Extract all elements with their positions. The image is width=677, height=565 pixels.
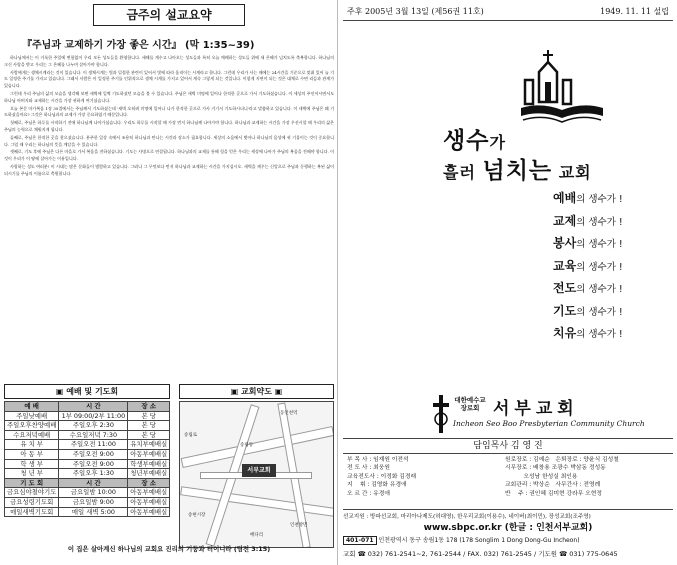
list-item-text: 의 생수가 !	[576, 216, 623, 228]
table-cell: 1부 09:00/2부 11:00	[59, 411, 128, 421]
col-header: 시 간	[59, 402, 128, 412]
table-cell: 본 당	[128, 411, 170, 421]
church-map	[179, 384, 334, 548]
list-item	[553, 188, 623, 211]
list-item	[553, 323, 623, 346]
staff-left-column	[347, 456, 497, 498]
footer-verse: 이 집은 살아계신 하나님의 교회요 진리의 기둥과 터이니라 (딤전 3:15)	[67, 545, 271, 553]
map-image	[179, 401, 334, 548]
staff-line: 원로장로 : 김예순 은퇴장로 : 양윤식 김성철	[505, 457, 619, 463]
table-row	[5, 430, 170, 440]
table-cell: 본 당	[128, 421, 170, 431]
table-cell: 아동부예배실	[128, 507, 170, 517]
table-cell: 청 년 부	[5, 469, 59, 479]
list-item-text: 의 생수가 !	[576, 239, 623, 250]
staff-list	[343, 456, 673, 508]
table-cell: 주일오후 1:30	[59, 469, 128, 479]
table-row	[5, 449, 170, 459]
denomination-name: 대한예수교 장로회	[454, 396, 486, 412]
map-label: 배다리	[250, 533, 264, 538]
left-page	[4, 4, 334, 560]
zip-code: 401-071	[343, 536, 377, 545]
website-link[interactable]: www.sbpc.or.kr (한글 : 인천서부교회)	[423, 523, 593, 533]
table-cell: 학생부예배실	[128, 459, 170, 469]
list-item-keyword: 기도	[553, 303, 577, 318]
list-item-keyword: 봉사	[553, 236, 577, 250]
sermon-paragraph: 오늘 본문 마가복음 1장 35절에서는 주님께서 기도하셨는데 '새벽 오히려 미명에 일어나 나가 한적한 곳으로 가사 거기서 기도하시더니'라고 말씀하고 있습니다. 이 새벽에 주님은 왜 기도하셨을까요? 그것은 하나님과의 교제가 가장 중요하였기 때문입니다.	[4, 105, 334, 118]
table-cell: 주일오후 2:30	[59, 421, 128, 431]
slogan-word: 흘러	[443, 163, 483, 182]
church-english-name: Incheon Seo Boo Presbyterian Community Church	[453, 419, 645, 428]
table-cell: 본 당	[128, 430, 170, 440]
schedule-table	[4, 401, 170, 517]
list-item-keyword: 교제	[553, 213, 577, 228]
staff-line: 교회관리 : 박상순 사무간사 : 전영례	[505, 482, 601, 489]
table-row	[5, 411, 170, 421]
slogan-word: 넘치는	[482, 158, 553, 184]
slogan-line-2	[443, 152, 592, 185]
sermon-paragraph: 사람에게는 생체시계라는 것이 있습니다. 이 생체시계는 빛과 밀접한 관련이 있어서 빛에 따라 움직이는 시계라고 합니다. 그런데 우리가 사는 때에는 24시간을 기준으로 맞춰 있어 늘 기도 일정한 주기를 가지고 있습니다. 그래서 사람은 이 일정한 주기를 인위적으로 생체 시계를 가지고 있어서 계속 그렇게 되는 것입니다. 이렇게 지연이 되는 것은 대체로 수면 리듬과 관계가 있습니다.	[4, 69, 334, 89]
list-item-text: 의 생수가 !	[576, 306, 623, 318]
staff-line: 반 주 : 권인혜 김미현 강라무 오현정	[505, 490, 602, 497]
map-label: 송림동	[240, 443, 254, 448]
col-header: 기 도 회	[5, 478, 59, 488]
table-cell: 수요저녁예배	[5, 430, 59, 440]
list-item	[553, 301, 623, 324]
col-header: 예 배	[5, 402, 59, 412]
table-cell: 금요성령기도회	[5, 497, 59, 507]
table-row	[5, 469, 170, 479]
founded-date: 1949. 11. 11 설립	[600, 7, 669, 16]
sermon-paragraph: 사랑하는 성도 여러분! 이 시대는 많은 문화들이 범람하고 있습니다. 그러나 그 무엇보다 먼저 하나님과 교제하는 시간을 가지십시오. 새벽을 깨우는 신앙으로 주님과 동행하는 복된 삶이 되시기를 주님의 이름으로 축원합니다.	[4, 163, 334, 176]
senior-pastor: 담임목사 김 영 진	[343, 438, 673, 454]
slogan-word: 생수	[443, 128, 490, 154]
staff-line: 오 르 간 : 유경애	[347, 490, 390, 497]
table-header-row	[5, 478, 170, 488]
table-row	[5, 421, 170, 431]
page-fold-divider	[337, 0, 338, 565]
sermon-paragraph: 셋째로, 기도 후에 주님은 다른 마을로 가서 복음을 전하셨습니다. 기도는 사명으로 연결됩니다. 하나님과의 교제를 통해 힘을 얻은 우리는 세상에 나아가 주님의 복음을 전해야 합니다. 이것이 우리가 이 땅에 살아가는 이유입니다.	[4, 149, 334, 162]
worship-schedule	[4, 384, 170, 517]
sermon-summary-header: 금주의 설교요약	[93, 4, 245, 26]
list-item	[553, 256, 623, 279]
mission-support: 선교지원 : 방파선교회, 마리아나제도(허대영), 한우리교회(이용수), 네이버(최이민), 장성교회(조주영)	[343, 509, 673, 520]
staff-line: 교육전도사 : 이정화 김경래	[347, 473, 417, 480]
map-church-marker: 서부교회	[242, 464, 276, 477]
staff-line: 오성남 한성실 최인용	[505, 473, 578, 480]
sermon-paragraph: 둘째로, 주님은 한적한 곳을 찾으셨습니다. 분주한 일상 속에서 조용히 하나님과 만나는 시간과 장소가 필요합니다. 세상의 소음에서 벗어나 하나님의 음성에 귀 기울이는 것이 중요합니다. 그럴 때 우리는 하나님의 뜻을 깨달을 수 있습니다.	[4, 134, 334, 147]
map-label: 동인천역	[280, 411, 298, 416]
denomination-cross-icon	[433, 395, 449, 433]
table-cell: 주일오전 9:00	[59, 459, 128, 469]
sermon-paragraph: 첫째로, 주님은 하루를 시작하기 전에 하나님께 나아가셨습니다. 우리도 하루를 시작할 때 가장 먼저 하나님께 나아가야 합니다. 하나님과 교제하는 시간을 가장 우선시할 때 우리의 삶은 주님의 능력으로 채워지게 됩니다.	[4, 120, 334, 132]
slogan-word: 교회	[552, 163, 592, 182]
table-row	[5, 459, 170, 469]
staff-line: 전 도 사 : 최웅원	[347, 465, 390, 472]
sermon-paragraph: 그런데 우리 주님의 삶의 모습을 생각해 보면 새벽에 일찍 기도하셨던 모습을 볼 수 있습니다. 주님은 새벽 미명에 일어나 한적한 곳으로 가서 기도하셨습니다. 이 세상의 주인이시면서도 하나님 아버지와 교제하는 시간을 가장 귀하게 여기셨습니다.	[4, 90, 334, 103]
map-label: 송림로	[184, 433, 198, 438]
church-bible-logo-icon	[519, 50, 605, 124]
table-row	[5, 488, 170, 498]
table-row	[5, 507, 170, 517]
table-cell: 청년부예배실	[128, 469, 170, 479]
schedule-title: ▣ 예배 및 기도회	[4, 384, 170, 399]
table-cell: 유 치 부	[5, 440, 59, 450]
col-header: 시 간	[59, 478, 128, 488]
slogan-line-1	[443, 122, 506, 155]
col-header: 장 소	[128, 402, 170, 412]
list-item-keyword: 교육	[553, 258, 577, 273]
sermon-title: 『주님과 교제하기 가장 좋은 시간』 (막 1:35~39)	[22, 40, 255, 51]
table-cell: 금요일밤 10:00	[59, 488, 128, 498]
staff-line: 시무장로 : 배창용 조광수 박삼동 정성동	[505, 465, 606, 472]
table-cell: 주일오전 9:00	[59, 449, 128, 459]
table-cell: 주일오전 11:00	[59, 440, 128, 450]
table-cell: 수요일저녁 7:30	[59, 430, 128, 440]
table-row	[5, 497, 170, 507]
issue-info: 주후 2005년 3월 13일 (제56권 11호)	[347, 7, 484, 16]
living-water-list	[553, 188, 623, 346]
table-header-row	[5, 402, 170, 412]
table-cell: 아동부예배실	[128, 488, 170, 498]
map-title: ▣ 교회약도 ▣	[179, 384, 334, 399]
right-page	[343, 4, 673, 560]
list-item-keyword: 치유	[553, 326, 577, 340]
list-item	[553, 211, 623, 234]
col-header: 장 소	[128, 478, 170, 488]
slogan-particle: 가	[489, 133, 506, 152]
list-item-text: 의 생수가 !	[576, 284, 623, 295]
list-item-text: 의 생수가 !	[576, 194, 623, 205]
list-item-keyword: 전도	[553, 281, 577, 295]
address	[343, 535, 673, 545]
map-label: 인천방면	[290, 523, 308, 528]
table-cell: 아 동 부	[5, 449, 59, 459]
table-cell: 매일새벽기도회	[5, 507, 59, 517]
issue-bar	[343, 4, 673, 20]
staff-right-column	[505, 456, 673, 498]
table-cell: 학 생 부	[5, 459, 59, 469]
table-row	[5, 440, 170, 450]
table-cell: 매일 새벽 5:00	[59, 507, 128, 517]
table-cell: 금요일밤 9:00	[59, 497, 128, 507]
sermon-body	[4, 55, 334, 386]
contact-numbers: 교회 ☎ 032) 761-2541~2, 761-2544 / FAX. 032) 761-2545 / 기도원 ☎ 031) 775-0645	[343, 550, 618, 558]
sermon-paragraph: 하나님께서는 이 거룩한 주일에 변함없이 우리 모든 성도들을 환영합니다. 새해를 계수고 나아오는 성도들과 특히 오늘 예배하는 성도들 위에 새 은혜가 넘치도록 축복합니다. 하나님의 크신 사랑을 받고 우리는 그 은혜를 나누며 살아가야 합니다.	[4, 55, 334, 67]
street-address: 인천광역시 동구 송림1동 178 (178 Songlim 1 Dong Dong-Gu Incheon)	[378, 537, 580, 544]
map-label: 송현시장	[188, 513, 206, 518]
table-cell: 금요심야철야기도	[5, 488, 59, 498]
table-cell: 유치부예배실	[128, 440, 170, 450]
list-item	[553, 233, 623, 256]
table-cell: 주일오후찬양예배	[5, 421, 59, 431]
list-item-text: 의 생수가 !	[576, 261, 623, 273]
divider	[343, 20, 673, 21]
church-name: 서부교회	[493, 399, 579, 419]
list-item	[553, 278, 623, 301]
table-cell: 주일낮예배	[5, 411, 59, 421]
staff-line: 부 목 사 : 임재원 이전석	[347, 457, 409, 463]
table-cell: 아동부예배실	[128, 497, 170, 507]
list-item-keyword: 예배	[553, 191, 577, 205]
table-cell: 아동부예배실	[128, 449, 170, 459]
list-item-text: 의 생수가 !	[576, 329, 623, 340]
staff-line: 지 휘 : 김영화 유경애	[347, 482, 407, 489]
